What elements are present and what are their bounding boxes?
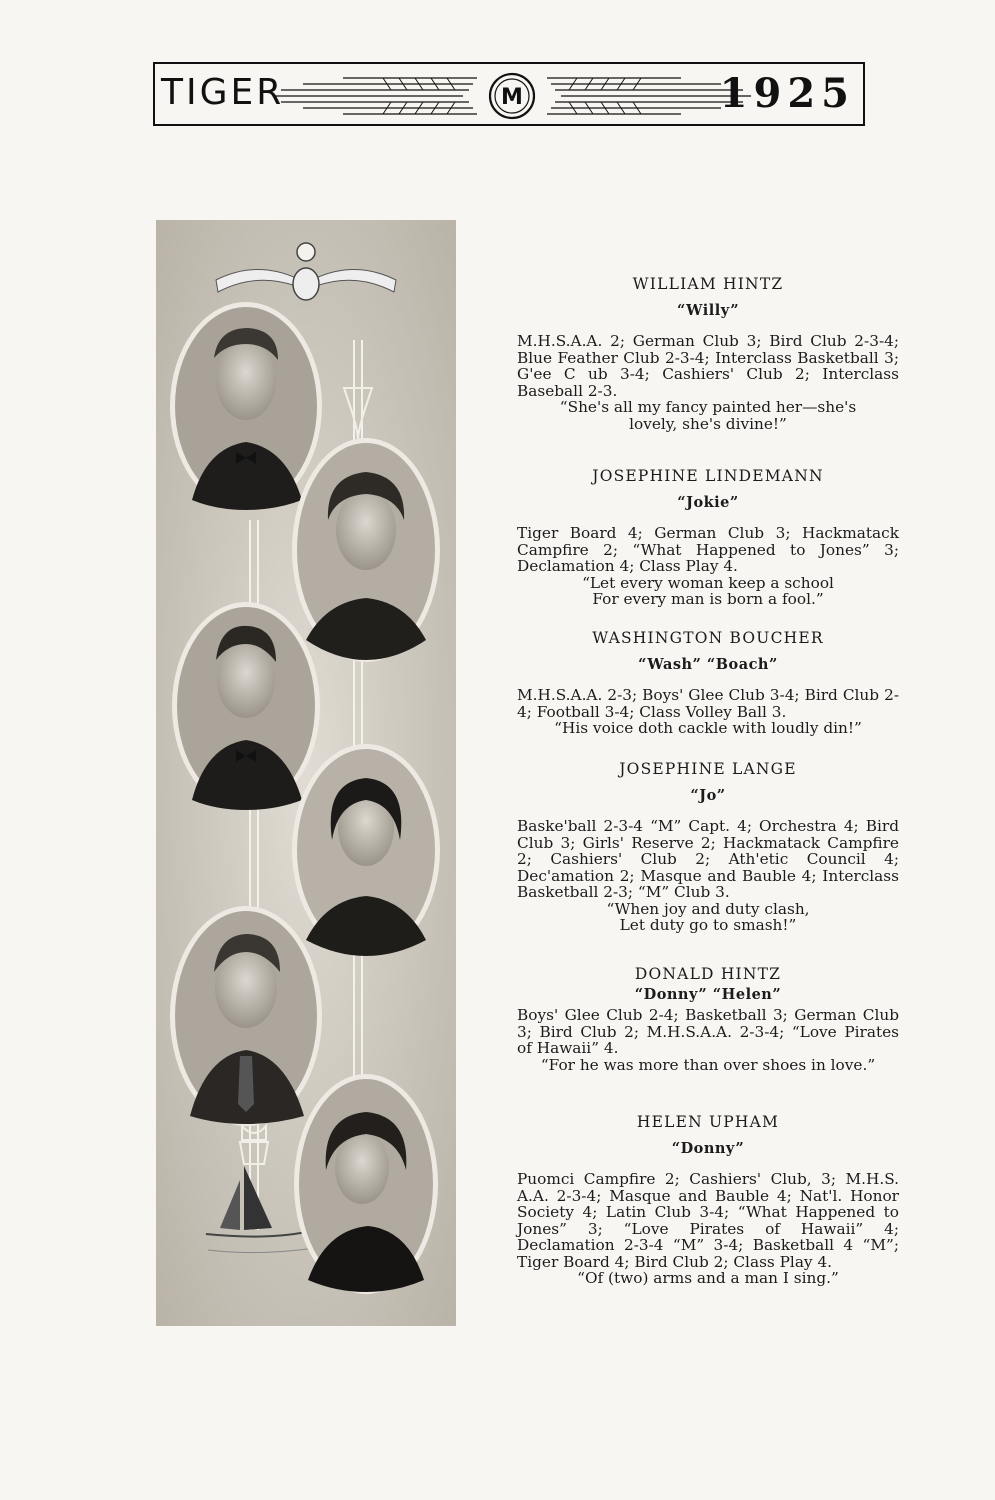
quote-line: “Of (two) arms and a man I sing.”: [577, 1269, 839, 1287]
student-activities: Baske'ball 2-3-4 “M” Capt. 4; Orchestra 4; Bird Club 3; Girls' Reserve 2; Hackmatack Campfire 2; Cashiers' Club 2; Ath'etic Council 4; Dec'amation 2; Masque and Bauble 4; Interclass Basketball 2-3; “M” Club 3.: [517, 817, 899, 901]
bio-washington-boucher: [517, 630, 899, 737]
bio-william-hintz: [517, 276, 899, 432]
student-quote: [517, 720, 899, 737]
student-quote: [517, 1270, 899, 1287]
emblem-letter: M: [501, 85, 523, 110]
student-nickname: “Wash” “Boach”: [638, 655, 778, 673]
student-nickname: “Donny”: [671, 1139, 745, 1157]
quote-line: lovely, she's divine!”: [629, 414, 787, 433]
bio-josephine-lange: [517, 761, 899, 934]
student-nickname: “Donny” “Helen”: [634, 985, 782, 1003]
student-nickname: “Willy”: [676, 301, 740, 319]
student-nickname: “Jo”: [690, 786, 726, 804]
student-quote: [517, 901, 899, 934]
student-name: WILLIAM HINTZ: [632, 275, 784, 293]
portrait-panel-art: [156, 220, 456, 1326]
student-nickname: “Jokie”: [677, 493, 739, 511]
portrait-panel: [156, 220, 456, 1326]
bio-helen-upham: [517, 1114, 899, 1287]
student-activities: Puomci Campfire 2; Cashiers' Club, 3; M.H.S. A.A. 2-3-4; Masque and Bauble 4; Nat'l. Honor Society 4; Latin Club 3-4; “What Happened to Jones” 3; “Love Pirates of Hawaii” 4; Declamation 2-3-4 “M” 3-4; Basketball 4 “M”; Tiger Board 4; Bird Club 2; Class Play 4.: [517, 1170, 899, 1271]
portrait-josephine-lindemann: [292, 438, 440, 662]
portrait-helen-upham: [294, 1074, 438, 1294]
portrait-donald-hintz: [170, 906, 322, 1126]
header-year: 1925: [719, 70, 855, 117]
portrait-josephine-lange: [292, 744, 440, 956]
quote-line: “When joy and duty clash,: [606, 899, 810, 918]
student-quote: [517, 399, 899, 432]
student-activities: M.H.S.A.A. 2; German Club 3; Bird Club 2-3-4; Blue Feather Club 2-3-4; Interclass Basketball 3; G'ee C ub 3-4; Cashiers' Club 2; Interclass Baseball 2-3.: [517, 332, 899, 400]
quote-line: “For he was more than over shoes in love.”: [540, 1055, 876, 1074]
student-name: JOSEPHINE LANGE: [619, 760, 797, 778]
quote-line: For every man is born a fool.”: [592, 590, 824, 608]
winged-emblem-icon: [273, 70, 751, 120]
header-title: TIGER: [161, 72, 285, 113]
quote-line: “She's all my fancy painted her—she's: [559, 398, 857, 416]
student-activities: Boys' Glee Club 2-4; Basketball 3; German Club 3; Bird Club 2; M.H.S.A.A. 2-3-4; “Love Pirates of Hawaii” 4.: [517, 1006, 899, 1057]
page-header-banner: [153, 62, 865, 126]
bio-donald-hintz: [517, 966, 899, 1073]
student-activities: M.H.S.A.A. 2-3; Boys' Glee Club 3-4; Bird Club 2-4; Football 3-4; Class Volley Ball 3.: [517, 686, 899, 721]
student-quote: [517, 575, 899, 608]
bio-josephine-lindemann: [517, 468, 899, 608]
quote-line: “His voice doth cackle with loudly din!”: [554, 719, 862, 737]
quote-line: Let duty go to smash!”: [619, 916, 797, 934]
student-activities: Tiger Board 4; German Club 3; Hackmatack Campfire 2; “What Happened to Jones” 3; Declamation 4; Class Play 4.: [517, 524, 899, 575]
student-name: HELEN UPHAM: [636, 1113, 780, 1131]
student-quote: [517, 1057, 899, 1074]
portrait-william-hintz: [170, 302, 322, 510]
student-name: WASHINGTON BOUCHER: [592, 629, 824, 647]
student-name: DONALD HINTZ: [634, 965, 782, 983]
student-name: JOSEPHINE LINDEMANN: [592, 467, 824, 485]
portrait-washington-boucher: [172, 602, 320, 810]
quote-line: “Let every woman keep a school: [582, 573, 834, 592]
